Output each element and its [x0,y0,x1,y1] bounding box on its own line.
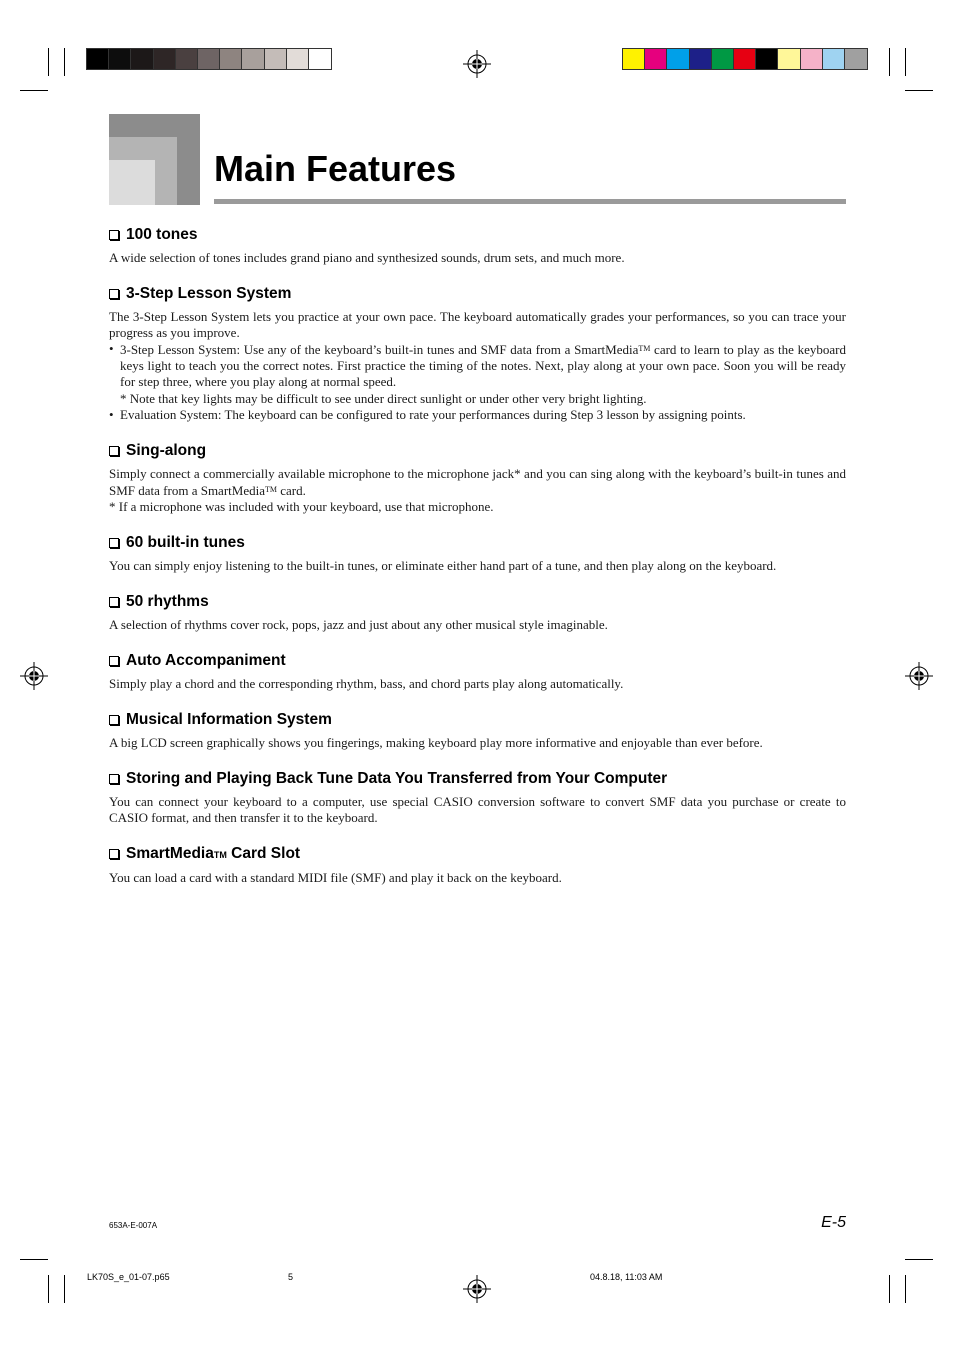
checkbox-bullet-icon [109,446,119,456]
page-title: Main Features [214,148,457,189]
checkbox-bullet-icon [109,538,119,548]
section-body: You can simply enjoy listening to the built-in tunes, or eliminate either hand part of a tune, and then play along on the keyboard. [109,558,777,574]
section-body: Simply play a chord and the corresponding rhythm, bass, and chord parts play along automatically. [109,676,624,692]
color-swatch [287,49,309,69]
section-heading: Musical Information System [109,711,846,729]
section-body: You can connect your keyboard to a computer, use special CASIO conversion software to convert SMF data you purchase or create to CASIO format, and then transfer it to the keyboard. [109,794,846,826]
registration-target-icon [463,1275,491,1303]
section-heading: 3-Step Lesson System [109,285,846,303]
checkbox-bullet-icon [109,289,119,299]
feature-section [109,226,846,266]
color-swatch [87,49,109,69]
color-swatch [131,49,153,69]
feature-section [109,845,846,886]
checkbox-bullet-icon [109,774,119,784]
feature-section [109,593,846,633]
bullet-item: • 3-Step Lesson System: Use any of the keyboard’s built-in tunes and SMF data from a SmartMedia™ card to learn to play as the keyboard keys light to teach you the correct notes. First practice the timing of the notes. Next, play along at your own pace. Soon you will be ready for step three, where you play along at normal speed. [109,341,846,390]
color-swatch [778,49,800,69]
checkbox-bullet-icon [109,849,119,859]
color-swatch [667,49,689,69]
section-body: You can load a card with a standard MIDI file (SMF) and play it back on the keyboard. [109,870,562,886]
color-swatch [645,49,667,69]
color-swatch [623,49,645,69]
feature-section [109,652,846,692]
section-heading: 60 built-in tunes [109,534,846,552]
checkbox-bullet-icon [109,715,119,725]
slug-page: 5 [288,1272,294,1282]
process-color-bar [622,48,868,70]
checkbox-bullet-icon [109,656,119,666]
bullet-item: • Evaluation System: The keyboard can be configured to rate your performances during Step 3 lesson by assigning points. [109,406,746,422]
bullet-dot: • [109,406,114,422]
color-swatch [176,49,198,69]
color-swatch [265,49,287,69]
color-swatch [712,49,734,69]
page-number: E-5 [821,1214,846,1231]
checkbox-bullet-icon [109,230,119,240]
section-heading: Sing-along [109,442,846,460]
color-swatch [109,49,131,69]
note-text: * Note that key lights may be difficult to see under direct sunlight or under other very bright lighting. [120,390,647,406]
features-list [109,226,846,905]
slug-timestamp: 04.8.18, 11:03 AM [590,1272,663,1282]
bullet-dot: • [109,341,114,356]
section-heading: 50 rhythms [109,593,846,611]
feature-section [109,442,846,515]
color-swatch [242,49,264,69]
section-body: Simply connect a commercially available microphone to the microphone jack* and you can sing along with the keyboard’s built-in tunes and SMF data from a SmartMedia™ card. [109,466,846,499]
feature-section [109,534,846,574]
section-body: A selection of rhythms cover rock, pops, jazz and just about any other musical style imaginable. [109,617,608,633]
color-swatch [823,49,845,69]
color-swatch [220,49,242,69]
section-heading: SmartMedia TM Card Slot [109,845,846,864]
color-swatch [734,49,756,69]
feature-section [109,770,846,826]
color-swatch [801,49,823,69]
section-heading: Auto Accompaniment [109,652,846,670]
checkbox-bullet-icon [109,597,119,607]
color-swatch [690,49,712,69]
feature-section [109,285,846,423]
color-swatch [309,49,331,69]
registration-target-icon [20,662,48,690]
registration-target-icon [905,662,933,690]
section-heading: Storing and Playing Back Tune Data You Transferred from Your Computer [109,770,846,788]
section-heading: 100 tones [109,226,846,244]
color-swatch [845,49,867,69]
title-rule [214,199,846,204]
section-body: The 3-Step Lesson System lets you practice at your own pace. The keyboard automatically grades your performances, so you can trace your progress as you improve. [109,309,846,340]
color-swatch [154,49,176,69]
color-swatch [756,49,778,69]
feature-section [109,711,846,751]
document-code: 653A-E-007A [109,1221,158,1230]
color-swatch [198,49,220,69]
registration-target-icon [463,50,491,78]
note-text: * If a microphone was included with your keyboard, use that microphone. [109,499,494,515]
slug-filename: LK70S_e_01-07.p65 [87,1272,170,1282]
section-body: A wide selection of tones includes grand piano and synthesized sounds, drum sets, and much more. [109,250,625,265]
section-body: A big LCD screen graphically shows you fingerings, making keyboard play more informative and enjoyable than ever before. [109,735,763,751]
grayscale-color-bar [86,48,332,70]
